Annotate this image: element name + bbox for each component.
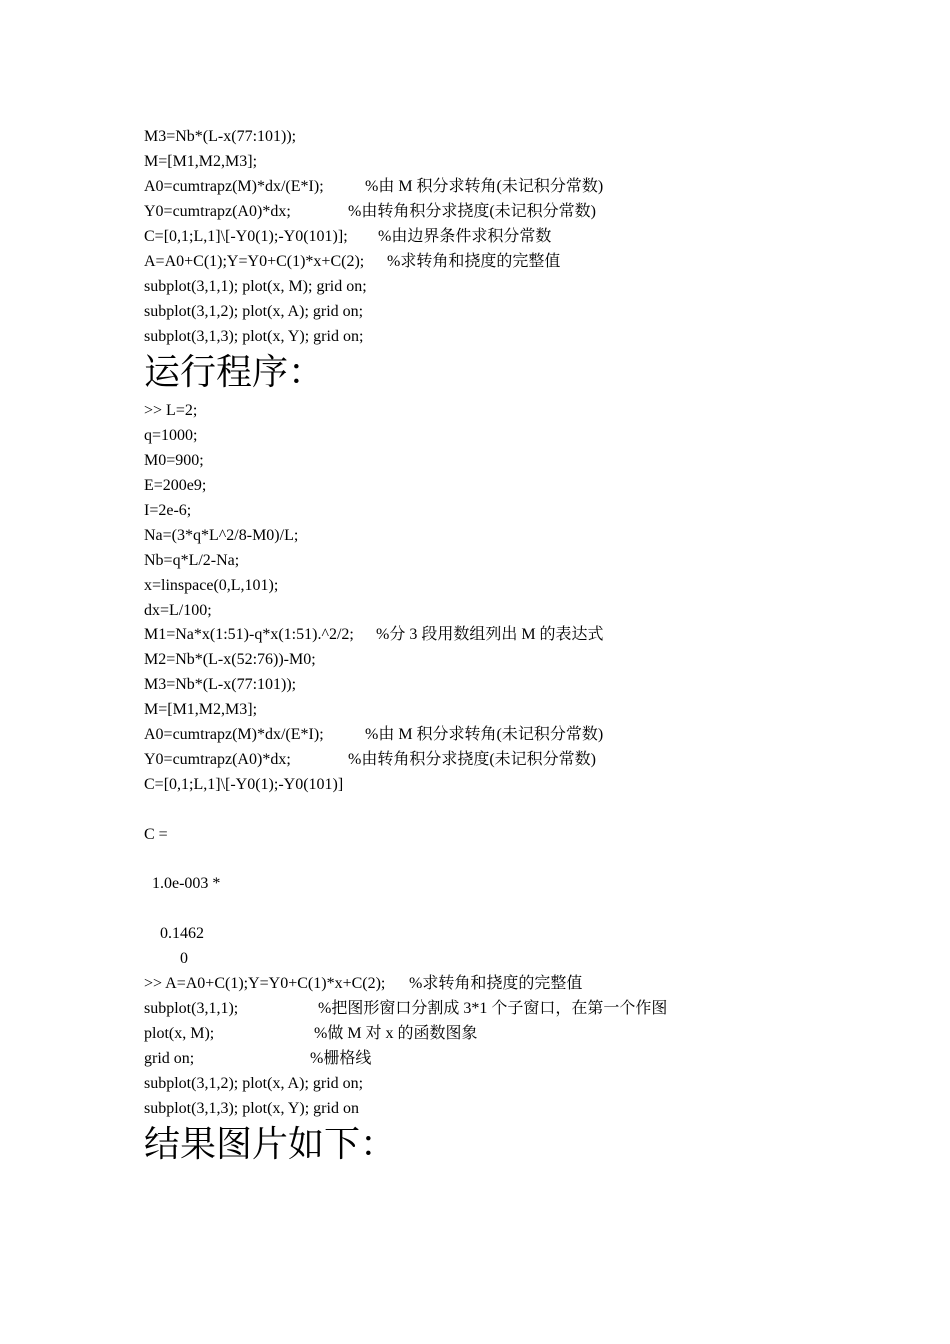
code-comment: %求转角和挠度的完整值 (409, 975, 583, 992)
code-text: x=linspace(0,L,101); (144, 577, 279, 594)
code-text: dx=L/100; (144, 602, 212, 619)
code-text: A=A0+C(1);Y=Y0+C(1)*x+C(2); (144, 253, 365, 270)
output-line (144, 924, 204, 944)
code-line (144, 227, 552, 247)
code-line (144, 426, 197, 446)
output-text: 0 (144, 950, 188, 967)
code-line (144, 1024, 478, 1044)
code-text: subplot(3,1,1); (144, 1000, 239, 1017)
code-text: C=[0,1;L,1]\[-Y0(1);-Y0(101)] (144, 776, 344, 793)
code-text: grid on; (144, 1050, 195, 1067)
code-text: M=[M1,M2,M3]; (144, 701, 258, 718)
section-heading-run-program: 运行程序： (144, 352, 325, 393)
code-line (144, 1099, 359, 1119)
code-comment: %由转角积分求挠度(未记积分常数) (348, 203, 596, 220)
code-line (144, 302, 363, 322)
code-text: subplot(3,1,2); plot(x, A); grid on; (144, 1075, 364, 1092)
code-line (144, 401, 197, 421)
code-line (144, 451, 204, 471)
code-line (144, 675, 296, 695)
code-line (144, 127, 296, 147)
code-line (144, 999, 668, 1019)
code-text: >> A=A0+C(1);Y=Y0+C(1)*x+C(2); (144, 975, 386, 992)
code-text: >> L=2; (144, 402, 198, 419)
code-line (144, 625, 604, 645)
code-line (144, 476, 206, 496)
code-text: A0=cumtrapz(M)*dx/(E*I); (144, 726, 324, 743)
code-comment: %分 3 段用数组列出 M 的表达式 (376, 626, 604, 643)
code-comment: %栅格线 (310, 1050, 372, 1067)
output-text: 1.0e-003 * (144, 875, 221, 892)
code-text: M1=Na*x(1:51)-q*x(1:51).^2/2; (144, 626, 354, 643)
code-text: M3=Nb*(L-x(77:101)); (144, 128, 297, 145)
code-line (144, 177, 604, 197)
code-line (144, 576, 278, 596)
code-line (144, 650, 316, 670)
output-line (144, 874, 220, 894)
code-comment: %由 M 积分求转角(未记积分常数) (365, 726, 604, 743)
code-text: Nb=q*L/2-Na; (144, 552, 240, 569)
code-line (144, 1049, 372, 1069)
code-text: Y0=cumtrapz(A0)*dx; (144, 751, 291, 768)
code-text: subplot(3,1,1); plot(x, M); grid on; (144, 278, 367, 295)
code-line (144, 700, 257, 720)
code-text: C=[0,1;L,1]\[-Y0(1);-Y0(101)]; (144, 228, 348, 245)
code-text: I=2e-6; (144, 502, 192, 519)
code-comment: %由边界条件求积分常数 (378, 228, 552, 245)
code-line (144, 327, 363, 347)
section-heading-results: 结果图片如下： (144, 1124, 397, 1165)
code-text: A0=cumtrapz(M)*dx/(E*I); (144, 178, 324, 195)
code-text: M=[M1,M2,M3]; (144, 153, 258, 170)
code-text: Na=(3*q*L^2/8-M0)/L; (144, 527, 299, 544)
code-line (144, 152, 257, 172)
code-text: q=1000; (144, 427, 198, 444)
code-comment: %把图形窗口分割成 3*1 个子窗口，在第一个作图 (318, 1000, 668, 1017)
code-line (144, 526, 298, 546)
code-text: M2=Nb*(L-x(52:76))-M0; (144, 651, 316, 668)
code-line (144, 277, 367, 297)
code-text: Y0=cumtrapz(A0)*dx; (144, 203, 291, 220)
code-text: subplot(3,1,3); plot(x, Y); grid on; (144, 328, 364, 345)
output-text: 0.1462 (144, 925, 204, 942)
code-line (144, 725, 604, 745)
code-text: subplot(3,1,2); plot(x, A); grid on; (144, 303, 364, 320)
code-line (144, 1074, 363, 1094)
code-line (144, 202, 596, 222)
code-line (144, 750, 596, 770)
code-text: M3=Nb*(L-x(77:101)); (144, 676, 297, 693)
output-text: C = (144, 826, 168, 843)
output-line (144, 949, 188, 969)
output-line (144, 825, 168, 845)
code-text: E=200e9; (144, 477, 207, 494)
code-line (144, 551, 239, 571)
code-text: M0=900; (144, 452, 204, 469)
code-comment: %求转角和挠度的完整值 (387, 253, 561, 270)
code-line (144, 252, 561, 272)
code-line (144, 775, 343, 795)
code-line (144, 501, 191, 521)
code-line (144, 601, 212, 621)
code-comment: %由 M 积分求转角(未记积分常数) (365, 178, 604, 195)
code-comment: %由转角积分求挠度(未记积分常数) (348, 751, 596, 768)
code-comment: %做 M 对 x 的函数图象 (314, 1025, 478, 1042)
code-text: subplot(3,1,3); plot(x, Y); grid on (144, 1100, 359, 1117)
code-line (144, 974, 583, 994)
code-text: plot(x, M); (144, 1025, 215, 1042)
